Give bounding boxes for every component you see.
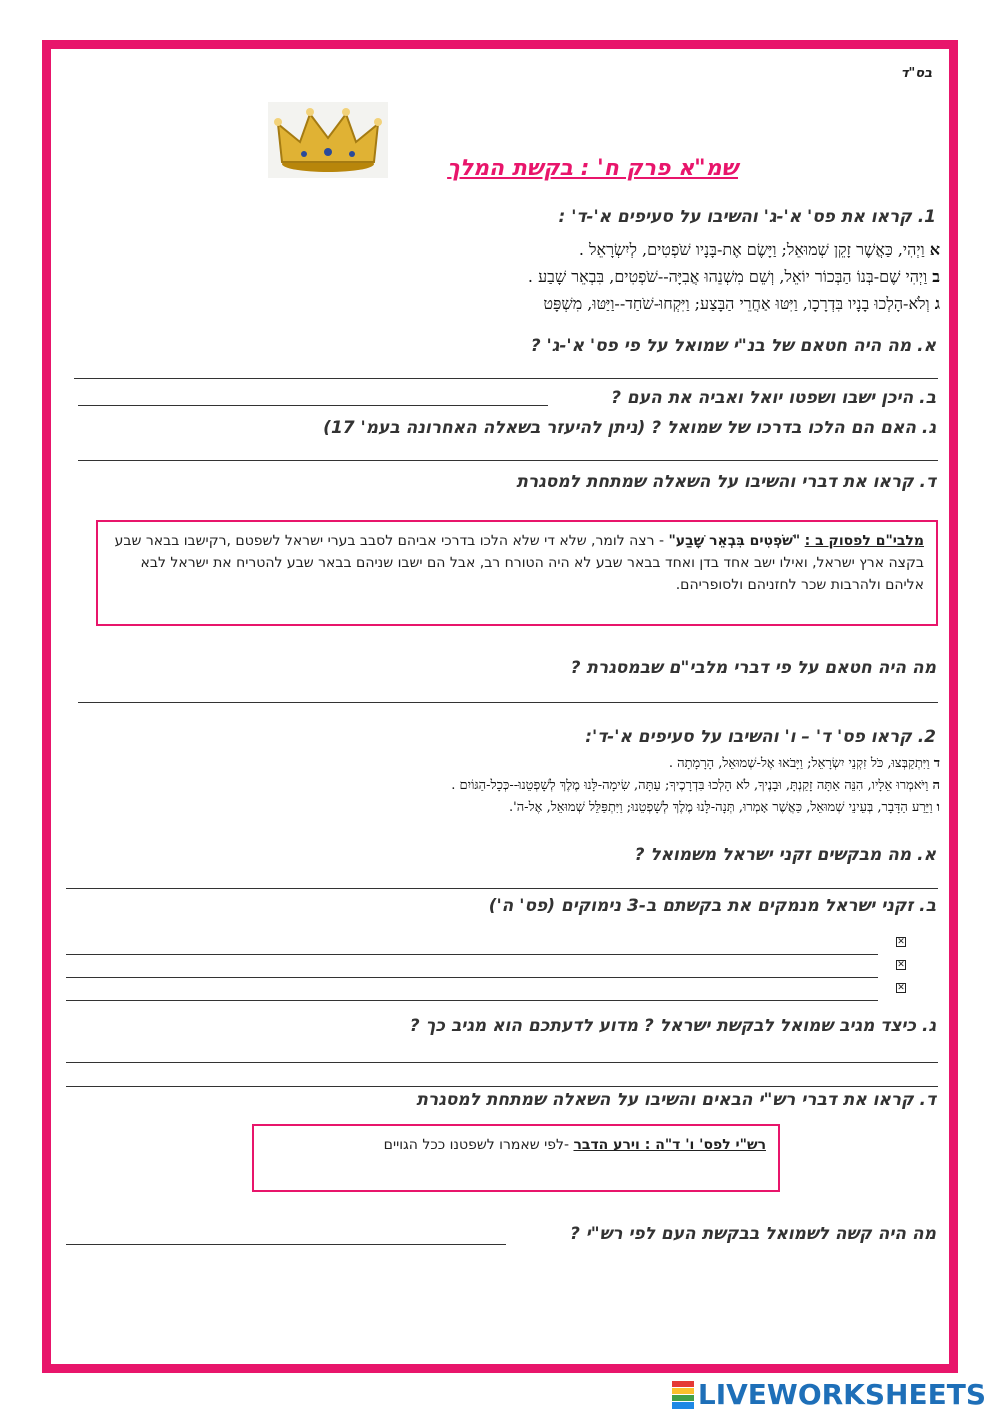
q2-b: ב. זקני ישראל מנמקים את בקשתם ב-3 נימוקים (פס' ה') xyxy=(488,896,936,916)
q1-a: א. מה היה חטאם של בנ"י שמואל על פי פס' א'-ג' ? xyxy=(530,336,936,356)
rashi-source: רש"י לפס' ו' ד"ה : וירע הדבר xyxy=(573,1137,766,1153)
verse-e xyxy=(451,777,940,793)
liveworksheets-brand: LIVEWORKSHEETS xyxy=(697,1378,986,1411)
verse-text: וַיְהִי, כַּאֲשֶׁר זָקֵן שְׁמוּאֵל; וַיָּשֶׂם אֶת-בָּנָיו שֹׁפְטִים, לְיִשְׂרָאֵל . xyxy=(578,240,925,259)
answer-line-2c-2[interactable] xyxy=(66,1066,938,1087)
liveworksheets-logo[interactable] xyxy=(672,1378,986,1411)
verse-letter: ה xyxy=(932,778,940,793)
verse-text: וַיְהִי שֶׁם-בְּנוֹ הַבְּכוֹר יוֹאֵל, וְשֵׁם מִשְׁנֵהוּ אֲבִיָּה--שֹׁפְטִים, בִּבְאֵר שָׁבַע . xyxy=(527,267,928,286)
answer-line-2c-1[interactable] xyxy=(66,1042,938,1063)
verse-a xyxy=(579,240,940,260)
malbim-text xyxy=(98,522,936,604)
malbim-box xyxy=(96,520,938,626)
verse-text: וַיֹּאמְרוּ אֵלָיו, הִנֵּה אַתָּה זָקַנְתָּ, וּבָנֶיךָ, לֹא הָלְכוּ בִּדְרָכֶיךָ; עַתָּה, שִׂימָה-לָּנוּ מֶלֶךְ לְשָׁפְטֵנוּ--כְּכָל-הַגּוֹיִם . xyxy=(451,778,929,793)
verse-letter: ג xyxy=(934,294,940,313)
reason-line-1[interactable] xyxy=(66,934,878,955)
malbim-source: מלבי"ם לפסוק ב : xyxy=(804,533,924,549)
verse-text: וַיֵּרַע הַדָּבָר, בְּעֵינֵי שְׁמוּאֵל, כַּאֲשֶׁר אָמְרוּ, תְּנָה-לָּנוּ מֶלֶךְ לְשָׁפְטֵנוּ; וַיִּתְפַּלֵּל שְׁמוּאֵל, אֶל-ה'. xyxy=(509,800,933,815)
reason-line-2[interactable] xyxy=(66,957,878,978)
malbim-quote: "שֹׁפְטִים בִּבְאֵר שָׁבַע" xyxy=(668,533,801,549)
verse-b xyxy=(528,267,940,287)
verse-letter: ד xyxy=(933,756,940,771)
q1-instruction: 1. קראו את פס' א'-ג' והשיבו על סעיפים א'-ד' : xyxy=(558,207,936,227)
reason-line-3[interactable] xyxy=(66,980,878,1001)
q2-instruction: 2. קראו פס' ד' – ו' והשיבו על סעיפים א'-ד': xyxy=(585,727,936,747)
answer-line-1c[interactable] xyxy=(78,440,938,461)
q2-a: א. מה מבקשים זקני ישראל משמואל ? xyxy=(634,845,936,865)
answer-line-1d[interactable] xyxy=(78,682,938,703)
page-title: שמ"א פרק ח' : בקשת המלך xyxy=(447,156,738,181)
reason-checkbox-2[interactable]: ✕ xyxy=(897,960,905,970)
malbim-body: - רצה לומר, שלא די שלא הלכו בדרכי אביהם לסבב בערי ישראל לשפטם ,רקישבו בבאר שבע בקצה ארץ ישראל, ואילו ישב אחד בדן ואחד בבאר שבע לא היה הטורח רב, אבל הם ישבו שניהם בבאר שבע להטריח את ישראל לבא אליהם ולהרבות שכר לחזניהם ולסופריהם. xyxy=(114,533,924,593)
crown-image xyxy=(268,102,388,178)
liveworksheets-icon xyxy=(672,1381,694,1409)
rashi-text xyxy=(254,1126,778,1164)
verse-text: וַיִּתְקַבְּצוּ, כֹּל זִקְנֵי יִשְׂרָאֵל; וַיָּבֹאוּ אֶל-שְׁמוּאֵל, הָרָמָתָה . xyxy=(668,756,930,771)
rashi-box xyxy=(252,1124,780,1192)
reason-checkbox-3[interactable]: ✕ xyxy=(897,983,905,993)
verse-f xyxy=(509,799,940,815)
verse-letter: ו xyxy=(936,800,940,815)
verse-c xyxy=(543,294,940,314)
q1-d: ד. קראו את דברי והשיבו על השאלה שמתחת למסגרת xyxy=(516,472,936,492)
rashi-body: -לפי שאמרו לשפטנו ככל הגויים xyxy=(383,1137,570,1153)
answer-line-2a[interactable] xyxy=(66,868,938,889)
verse-text: וְלֹא-הָלְכוּ בָנָיו בִּדְרָכָו, וַיִּטּוּ אַחֲרֵי הַבָּצַע; וַיִּקְחוּ-שֹׁחַד--וַיַּטּוּ, מִשְׁפָּט xyxy=(543,294,930,313)
q2-c: ג. כיצד מגיב שמואל לבקשת ישראל ? מדוע לדעתכם הוא מגיב כך ? xyxy=(409,1016,936,1036)
verse-d xyxy=(669,755,940,771)
answer-line-1a[interactable] xyxy=(74,358,938,379)
q2-box-question: מה היה קשה לשמואל בבקשת העם לפי רש"י ? xyxy=(569,1224,936,1244)
reason-checkbox-1[interactable]: ✕ xyxy=(897,937,905,947)
answer-line-1b[interactable] xyxy=(78,385,548,406)
verse-letter: ב xyxy=(932,267,940,286)
answer-line-2d[interactable] xyxy=(66,1224,506,1245)
q2-d: ד. קראו את דברי רש"י הבאים והשיבו על השאלה שמתחת למסגרת xyxy=(416,1090,936,1110)
bsd-mark: בס"ד xyxy=(900,66,932,81)
verse-letter: א xyxy=(929,240,940,259)
q1-b: ב. היכן ישבו ושפטו יואל ואביה את העם ? xyxy=(611,388,936,408)
q1-box-question: מה היה חטאם על פי דברי מלבי"ם שבמסגרת ? xyxy=(570,658,936,678)
q1-c: ג. האם הם הלכו בדרכו של שמואל ? (ניתן להיעזר בשאלה האחרונה בעמ' 17) xyxy=(323,418,936,438)
